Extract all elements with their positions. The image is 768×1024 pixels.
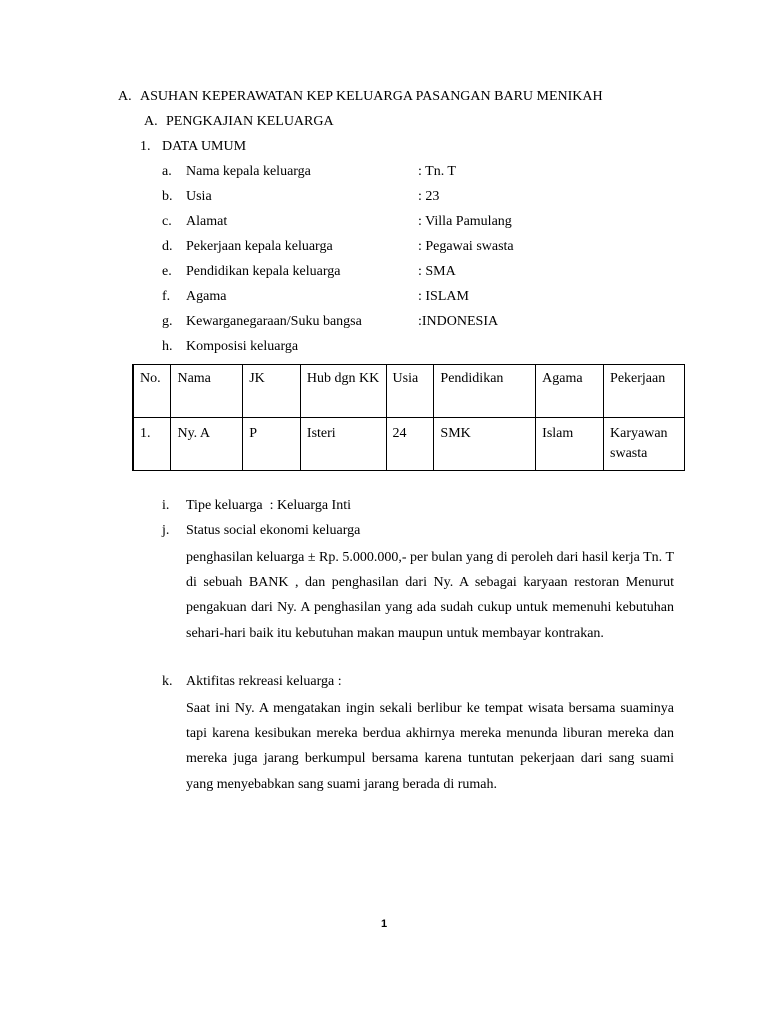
table-header-cell: Pekerjaan (604, 365, 685, 418)
item-j-paragraph: penghasilan keluarga ± Rp. 5.000.000,- per bulan yang di peroleh dari hasil kerja Tn. T di sebuah BANK , dan penghasilan dari Ny. A sebagai karyaan restoran Menurut pengakuan dari Ny. A penghasilan yang ada sudah cukup untuk memenuhi kebutuhan sehari-hari baik itu kebutuhan makan maupun untuk membayar kontrakan. (186, 550, 674, 641)
item-i-text: Tipe keluarga : Keluarga Inti (186, 498, 351, 513)
table-cell: Isteri (300, 418, 386, 471)
main-heading-title: ASUHAN KEPERAWATAN KEP KELUARGA PASANGAN BARU MENIKAH (140, 89, 603, 104)
item-i-marker: i. (162, 498, 170, 513)
field-marker: b. (162, 189, 173, 204)
table-header-cell: Usia (386, 365, 434, 418)
table-header-cell: Agama (536, 365, 604, 418)
field-value: : Villa Pamulang (418, 214, 512, 229)
field-label: Nama kepala keluarga (186, 164, 311, 179)
family-composition-table (132, 364, 685, 471)
table-header-row (133, 365, 685, 418)
field-label: Pekerjaan kepala keluarga (186, 239, 333, 254)
field-row (162, 263, 340, 281)
table-header-cell: JK (243, 365, 301, 418)
field-value: :INDONESIA (418, 314, 499, 329)
field-marker: h. (162, 339, 173, 354)
field-marker: d. (162, 239, 173, 254)
item-k-marker: k. (162, 674, 173, 689)
field-row (162, 238, 333, 256)
table-header-cell: Pendidikan (434, 365, 536, 418)
field-label: Agama (186, 289, 227, 304)
main-heading (118, 88, 603, 106)
item-j-title: Status social ekonomi keluarga (186, 523, 361, 538)
page-number: 1 (380, 918, 388, 930)
table-cell: 24 (386, 418, 434, 471)
field-value: : SMA (418, 264, 456, 279)
field-row (162, 313, 362, 331)
table-header-cell: Nama (171, 365, 243, 418)
subsection-heading-title: DATA UMUM (162, 139, 247, 154)
field-row (162, 213, 227, 231)
item-k (162, 673, 342, 691)
field-value: : Pegawai swasta (418, 239, 514, 254)
field-label: Pendidikan kepala keluarga (186, 264, 341, 279)
table-cell: Karyawan swasta (604, 418, 685, 471)
table-cell: 1. (133, 418, 171, 471)
table-header-cell: No. (133, 365, 171, 418)
field-label: Kewarganegaraan/Suku bangsa (186, 314, 362, 329)
item-k-paragraph: Saat ini Ny. A mengatakan ingin sekali berlibur ke tempat wisata bersama suaminya tapi karena kesibukan mereka berdua akhirnya mereka menunda liburan mereka dan mereka juga jarang berkumpul bersama karena tuntutan pekerjaan dari sang suami yang menyebabkan sang suami jarang berada di rumah. (186, 701, 674, 792)
table-header-cell: Hub dgn KK (300, 365, 386, 418)
section-heading-marker: A. (144, 114, 158, 129)
item-i (162, 497, 351, 515)
table-cell: Ny. A (171, 418, 243, 471)
table-cell: Islam (536, 418, 604, 471)
table-cell: P (243, 418, 301, 471)
field-row (162, 288, 226, 306)
main-heading-marker: A. (118, 89, 132, 104)
field-value: : ISLAM (418, 289, 469, 304)
field-marker: f. (162, 289, 171, 304)
table-row (133, 418, 685, 471)
field-row (162, 163, 311, 181)
field-row (162, 188, 212, 206)
field-row (162, 338, 298, 356)
subsection-heading (140, 138, 246, 156)
field-value: : 23 (418, 189, 440, 204)
item-j (162, 522, 360, 540)
section-heading (144, 113, 334, 131)
field-label: Komposisi keluarga (186, 339, 299, 354)
field-marker: c. (162, 214, 172, 229)
table-cell: SMK (434, 418, 536, 471)
field-marker: e. (162, 264, 172, 279)
field-marker: g. (162, 314, 173, 329)
subsection-heading-marker: 1. (140, 139, 151, 154)
field-label: Usia (186, 189, 212, 204)
field-value: : Tn. T (418, 164, 456, 179)
field-marker: a. (162, 164, 172, 179)
field-label: Alamat (186, 214, 228, 229)
section-heading-title: PENGKAJIAN KELUARGA (166, 114, 334, 129)
item-k-title: Aktifitas rekreasi keluarga : (186, 674, 342, 689)
item-j-marker: j. (162, 523, 170, 538)
